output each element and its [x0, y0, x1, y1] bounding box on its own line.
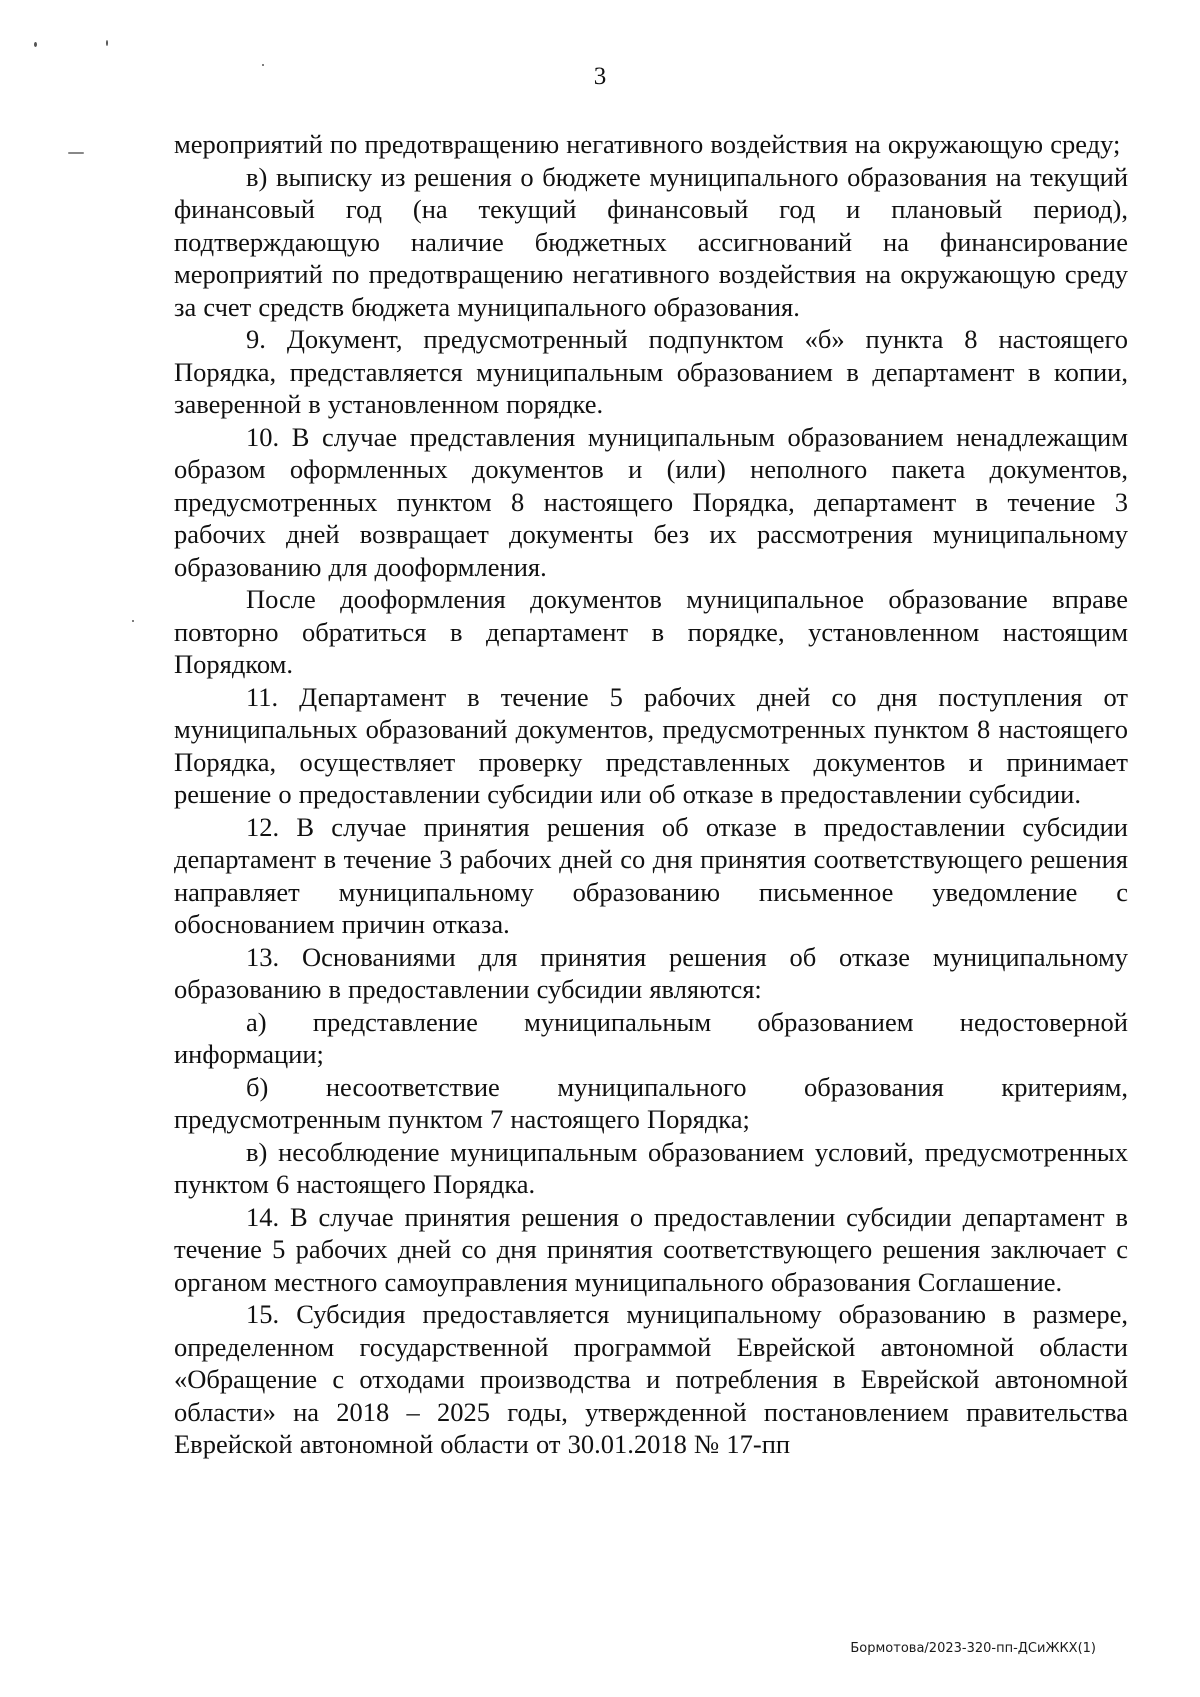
paragraph-item-11: 11. Департамент в течение 5 рабочих дней со дня поступления от муниципальных образований документов, предусмотренных пунктом 8 настоящего Порядка, осуществляет проверку представленных документов и принимает решение о предоставлении субсидии или об отказе в предоставлении субсидии.: [174, 681, 1128, 809]
paragraph-continuation: мероприятий по предотвращению негативного воздействия на окружающую среду;: [174, 129, 1121, 159]
paragraph-item-13-a: а) представление муниципальным образованием недостоверной информации;: [174, 1006, 1128, 1069]
paragraph-item-9: 9. Документ, предусмотренный подпунктом «б» пункта 8 настоящего Порядка, представляется муниципальным образованием в департамент в копии, заверенной в установленном порядке.: [174, 324, 1128, 419]
scan-speck: [106, 40, 108, 46]
paragraph-item-15: 15. Субсидия предоставляется муниципальному образованию в размере, определенном государственной программой Еврейской автономной области «Обращение с отходами производства и потребления в Еврейской автономной области» на 2018 – 2025 годы, утвержденной постановлением правительства Еврейской автономной области от 30.01.2018 № 17-пп: [174, 1299, 1128, 1459]
paragraph-item-10: 10. В случае представления муниципальным образованием ненадлежащим образом оформленных документов и (или) неполного пакета документов, предусмотренных пунктом 8 настоящего Порядка, департамент в течение 3 рабочих дней возвращает документы без их рассмотрения муниципальному образованию для дооформления.: [174, 421, 1128, 582]
paragraph-item-14: 14. В случае принятия решения о предоставлении субсидии департамент в течение 5 рабочих дней со дня принятия соответствующего решения заключает с органом местного самоуправления муниципального образования Соглашение.: [174, 1201, 1128, 1297]
scan-speck: [132, 620, 134, 622]
paragraph-subitem-v: в) выписку из решения о бюджете муниципального образования на текущий финансовый год (на текущий финансовый год и плановый период), подтверждающую наличие бюджетных ассигнований на финансирование мероприятий по предотвращению негативного воздействия на окружающую среду за счет средств бюджета муниципального образования.: [174, 161, 1128, 322]
paragraph-item-10-note: После дооформления документов муниципальное образование вправе повторно обратиться в департамент в порядке, установленном настоящим Порядком.: [174, 584, 1128, 679]
document-footer-code: Бормотова/2023-320-пп-ДСиЖКХ(1): [850, 1641, 1096, 1656]
paragraph-item-13-b: б) несоответствие муниципального образования критериям, предусмотренным пунктом 7 настоящего Порядка;: [174, 1071, 1128, 1134]
scan-speck: [34, 42, 37, 47]
paragraph-item-13-v: в) несоблюдение муниципальным образованием условий, предусмотренных пунктом 6 настоящего Порядка.: [174, 1136, 1128, 1199]
scan-speck: [68, 152, 84, 154]
paragraph-item-12: 12. В случае принятия решения об отказе в предоставлении субсидии департамент в течение 3 рабочих дней со дня принятия соответствующего решения направляет муниципальному образованию письменное уведомление с обоснованием причин отказа.: [174, 811, 1128, 939]
page-number: 3: [593, 63, 607, 90]
document-body: [174, 128, 1128, 1461]
paragraph-item-13: 13. Основаниями для принятия решения об отказе муниципальному образованию в предоставлении субсидии являются:: [174, 941, 1128, 1004]
